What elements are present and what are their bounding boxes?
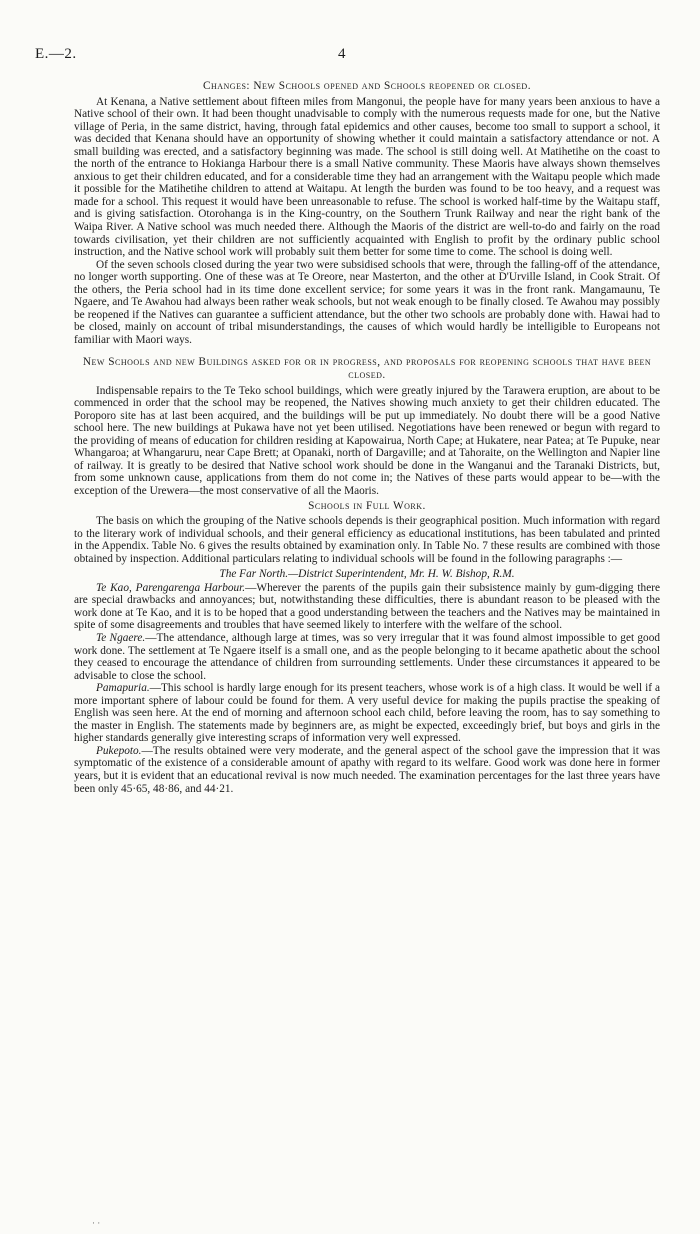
scan-speck: · · bbox=[92, 1218, 101, 1228]
school-name: Te Ngaere. bbox=[96, 631, 146, 644]
page-number: 4 bbox=[338, 46, 346, 62]
section-heading-schools-in-full-work: Schools in Full Work. bbox=[308, 499, 426, 512]
school-paragraph bbox=[74, 682, 660, 745]
school-name: Pamapuria. bbox=[96, 682, 150, 695]
school-name: Te Kao, Parengarenga Harbour. bbox=[96, 581, 246, 594]
school-paragraph bbox=[74, 632, 660, 682]
section-heading-changes: Changes: New Schools opened and Schools reopened or closed. bbox=[202, 80, 532, 92]
school-text: —Wherever the parents of the pupils gain their subsistence mainly by gum-digging there are special drawbacks and annoyances; but, notwithstanding these difficulties, there is abundant reason to be pleased with the work done at Te Kao, and it is to be hoped that a good understanding between the teachers and the Natives may be maintained in spite of some disagreements and troubles that have seemed likely to interfere with the welfare of the school. bbox=[74, 581, 660, 632]
paragraph: Indispensable repairs to the Te Teko school buildings, which were greatly injured by the Tarawera eruption, are about to be commenced in order that the school may be reopened, the Natives showing much anxiety to get their children educated. The Poroporo site has at last been acquired, and the buildings will be put up immediately. No doubt there will be a good Native school here. The new buildings at Pukawa have not yet been utilised. Negotiations have been renewed or begun with regard to the providing of means of education for children residing at Kapowairua, North Cape; at Hukatere, near Patea; at Te Pupuke, near Whangaroa; at Whangaruru, near Cape Brett; at Opanaki, north of Dargaville; and at Tahoraite, on the Wellington and Napier line of railway. It is greatly to be desired that Native school work should be done in the Wanganui and the Taranaki Districts, but, from some unknown cause, applications from them do not come in; the Natives of these parts would appear to be—with the exception of the Urewera—the most conservative of all the Maoris. bbox=[74, 384, 660, 497]
school-text: —This school is hardly large enough for its present teachers, whose work is of a high class. It would be well if a more important sphere of labour could be found for them. A very useful device for making the pupils practise the speaking of English was seen here. At the end of morning and afternoon school each child, before leaving the room, has to say something to the master in English. The statements made by beginners are, as might be expected, exceedingly brief, but boys and girls in the higher standards generally give interesting scraps of information very well expressed. bbox=[74, 682, 660, 745]
school-paragraph bbox=[74, 745, 660, 795]
paragraph: The basis on which the grouping of the Native schools depends is their geographical position. Much information with regard to the literary work of individual schools, and their general efficiency as educational institutions, has been tabulated and printed in the Appendix. Table No. 6 gives the results obtained by examination only. In Table No. 7 these results are combined with those obtained by inspection. Additional particulars relating to individual schools will be found in the following paragraphs :— bbox=[74, 515, 660, 565]
document-body bbox=[74, 80, 660, 795]
school-name: Pukepoto. bbox=[96, 744, 142, 757]
section-heading-new-schools: New Schools and new Buildings asked for or in progress, and proposals for reopening schools that have been closed. bbox=[82, 356, 652, 382]
document-reference: E.—2. bbox=[35, 46, 77, 62]
paragraph: At Kenana, a Native settlement about fifteen miles from Mangonui, the people have for many years been anxious to have a Native school of their own. It had been thought unadvisable to comply with the numerous requests made for one, but the Native village of Peria, in the same district, having, through fatal epidemics and other causes, become too small to support a school, it was decided that Kenana should have an opportunity of showing whether it could maintain a satisfactory attendance or not. A small building was erected, and a satisfactory beginning was made. The school is still doing well. At Matihetihe on the coast to the north of the entrance to Hokianga Harbour there is a small Native community. These Maoris have always shown themselves anxious to get their children educated, and for a considerable time they had an arrangement with the Waitapu people which made it possible for the Matihetihe children to attend at Waitapu. At length the burden was found to be too heavy, and a request was made for a school. This request it would have been unreasonable to refuse. The school is worked half-time by the Waitapu staff, and is giving satisfaction. Otorohanga is in the King-country, on the Southern Trunk Railway and near the right bank of the Waipa River. A Native school was much needed there. Although the Maoris of the district are well-to-do and fairly on the road towards civilisation, yet their children are not sufficiently acquainted with English to profit by the ordinary public school instruction, and the Native school work will probably suit them better for some time to come. The school is doing well. bbox=[74, 95, 660, 259]
school-text: —The results obtained were very moderate, and the general aspect of the school gave the impression that it was symptomatic of the existence of a considerable amount of apathy with regard to its welfare. Good work was done here in former years, but it is evident that an educational revival is now much needed. The examination percentages for the last three years have been only 45·65, 48·86, and 44·21. bbox=[74, 744, 660, 795]
school-text: —The attendance, although large at times, was so very irregular that it was found almost impossible to get good work done. The settlement at Te Ngaere itself is a small one, and as the people belonging to it became apathetic about the school they ceased to encourage the attendance of children from surrounding settlements. Under these circumstances it appeared to be advisable to close the school. bbox=[74, 631, 660, 682]
school-paragraph bbox=[74, 582, 660, 632]
district-heading: The Far North.—District Superintendent, Mr. H. W. Bishop, R.M. bbox=[219, 568, 515, 581]
paragraph: Of the seven schools closed during the year two were subsidised schools that were, through the falling-off of the attendance, no longer worth supporting. One of these was at Te Oreore, near Masterton, and the other at D'Urville Island, in Cook Strait. Of the others, the Peria school had in its time done excellent service; for some years it was in the front rank. Mangamaunu, Te Ngaere, and Te Awahou had always been rather weak schools, but not weak enough to be finally closed. Te Awahou may possibly be reopened if the Natives can guarantee a sufficient attendance, but the other two schools are probably done with. Hawai had to be closed, mainly on account of tribal misunderstandings, the causes of which would hardly be intelligible to Europeans not familiar with Maori ways. bbox=[74, 258, 660, 346]
